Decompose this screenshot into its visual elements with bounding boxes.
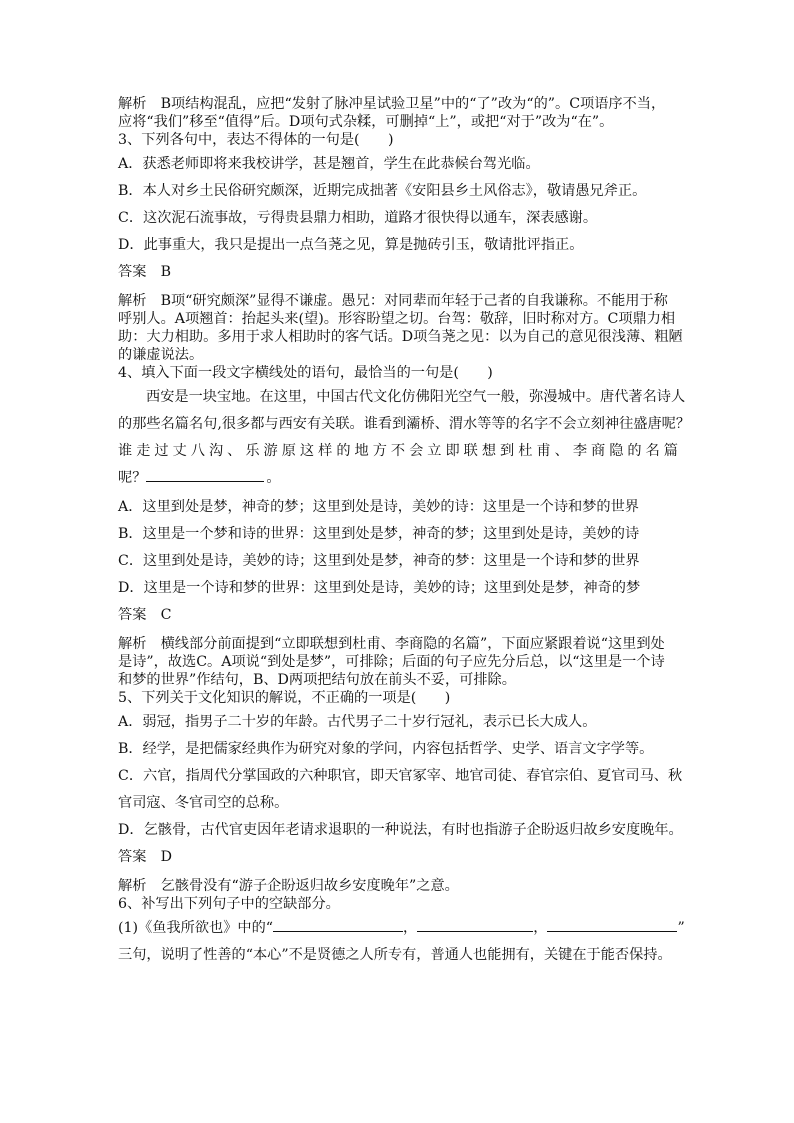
q5-option-b: B．经学，是把儒家经典作为研究对象的学问，内容包括哲学、史学、语言文字学等。 <box>118 741 654 757</box>
q3-option-a: A．获悉老师即将来我校讲学，甚是翘首，学生在此恭候台驾光临。 <box>118 156 540 172</box>
q2-analysis-line-1: 解析 B项结构混乱，应把“发射了脉冲星试验卫星”中的“了”改为“的”。C项语序不当， <box>118 96 666 112</box>
q6-item-1-line-1 <box>118 915 685 942</box>
q5-answer: 答案 D <box>118 849 172 865</box>
q4-passage-line-4 <box>118 465 678 492</box>
q5-stem: 5、下列关于文化知识的解说，不正确的一项是( ) <box>118 690 451 706</box>
q4-passage-line-2: 的那些名篇名句,很多都与西安有关联。谁看到灞桥、渭水等等的名字不会立刻神往盛唐呢？ <box>118 416 691 432</box>
q6-item-1-prefix: (1)《鱼我所欲也》中的“ <box>118 920 274 936</box>
q4-analysis-line-1: 解析 横线部分前面提到“立即联想到杜甫、李商隐的名篇”，下面应紧跟着说“这里到处 <box>118 636 665 652</box>
q6-comma-1: ， <box>403 920 418 936</box>
q4-answer: 答案 C <box>118 607 172 623</box>
q6-blank-3 <box>547 917 677 932</box>
q5-option-d: D．乞骸骨，古代官吏因年老请求退职的一种说法，有时也指游子企盼返归故乡安度晚年。 <box>118 822 683 838</box>
q4-option-a: A．这里到处是梦，神奇的梦；这里到处是诗，美妙的诗：这里是一个诗和梦的世界 <box>118 499 639 515</box>
q4-option-c: C．这里到处是诗，美妙的诗；这里到处是梦，神奇的梦：这里是一个诗和梦的世界 <box>118 553 640 569</box>
q4-passage-end-suffix: 。 <box>266 470 281 486</box>
q3-option-d: D．此事重大，我只是提出一点刍荛之见，算是抛砖引玉，敬请批评指正。 <box>118 237 584 253</box>
q6-blank-1 <box>273 917 403 932</box>
q4-passage-end-prefix: 呢？ <box>118 470 147 486</box>
q5-option-a: A．弱冠，指男子二十岁的年龄。古代男子二十岁行冠礼，表示已长大成人。 <box>118 714 597 730</box>
q3-analysis-line-2: 呼别人。A项翘首：抬起头来(望)。形容盼望之切。台驾：敬辞，旧时称对方。C项鼎力相 <box>118 311 676 327</box>
q3-analysis-line-1: 解析 B项“研究颇深”显得不谦虚。愚兄：对同辈而年轻于己者的自我谦称。不能用于称 <box>118 293 668 309</box>
q5-analysis: 解析 乞骸骨没有“游子企盼返归故乡安度晚年”之意。 <box>118 878 459 894</box>
q5-option-c-line-2: 官司寇、冬官司空的总称。 <box>118 795 289 811</box>
document-page <box>118 95 691 969</box>
q4-stem: 4、填入下面一段文字横线处的语句，最恰当的一句是( ) <box>118 365 493 381</box>
q6-blank-2 <box>417 917 533 932</box>
q2-analysis-line-2: 应将“我们”移至“值得”后。D项句式杂糅，可删掉“上”，或把“对于”改为“在”。 <box>118 114 614 130</box>
q4-passage-line-1: 西安是一块宝地。在这里，中国古代文化仿佛阳光空气一般，弥漫城中。唐代著名诗人 <box>146 389 686 405</box>
q3-stem: 3、下列各句中，表达不得体的一句是( ) <box>118 132 394 148</box>
q4-fill-blank <box>146 467 264 482</box>
q4-option-b: B．这里是一个梦和诗的世界：这里到处是梦，神奇的梦；这里到处是诗，美妙的诗 <box>118 526 640 542</box>
q3-option-b: B．本人对乡土民俗研究颇深，近期完成拙著《安阳县乡土风俗志》，敬请愚兄斧正。 <box>118 183 647 199</box>
q4-option-d: D．这里是一个诗和梦的世界：这里到处是诗，美妙的诗；这里到处是梦，神奇的梦 <box>118 580 641 596</box>
q4-analysis-line-3: 和梦的世界”作结句，B、D两项把结句放在前头不妥，可排除。 <box>118 672 516 688</box>
q6-stem: 6、补写出下列句子中的空缺部分。 <box>118 896 340 912</box>
q6-comma-2: ， <box>533 920 548 936</box>
q5-option-c-line-1: C．六官，指周代分掌国政的六种职官，即天官冢宰、地官司徒、春官宗伯、夏官司马、秋 <box>118 768 683 784</box>
q3-analysis-line-3: 助：大力相助。多用于求人相助时的客气话。D项刍荛之见：以为自己的意见很浅薄、粗陋 <box>118 329 683 345</box>
q6-item-1-line-2: 三句，说明了性善的“本心”不是贤德之人所专有，普通人也能拥有，关键在于能否保持。 <box>118 947 672 963</box>
q6-item-1-close-quote: ” <box>677 920 685 936</box>
q4-passage-line-3: 谁走过丈八沟、乐游原这样的地方不会立即联想到杜甫、李商隐的名篇 <box>118 443 678 459</box>
q3-analysis-line-4: 的谦虚说法。 <box>118 347 204 363</box>
q3-option-c: C．这次泥石流事故，亏得贵县鼎力相助，道路才很快得以通车，深表感谢。 <box>118 210 598 226</box>
q3-answer: 答案 B <box>118 264 171 280</box>
q4-analysis-line-2: 是诗”，故选C。A项说“到处是梦”，可排除；后面的句子应先分后总，以“这里是一个诗 <box>118 654 665 670</box>
